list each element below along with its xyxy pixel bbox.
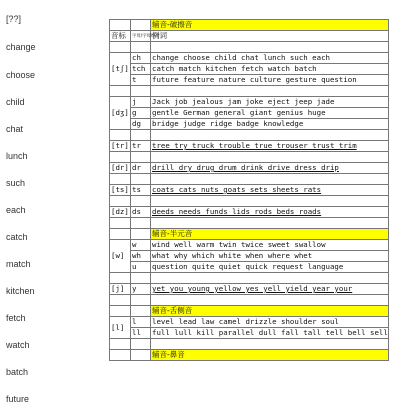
section-title: 辅音-舌侧音 [151,306,389,317]
letter-combination: tr [131,141,151,152]
spacer-cell [151,218,389,229]
example-words: change choose child chat lunch such each [151,53,389,64]
example-words: drill dry drug drum drink drive dress drip [151,163,389,174]
word-list-item[interactable]: change [6,42,36,52]
ipa-symbol: [j] [110,284,131,295]
ipa-symbol: [tʃ] [110,53,131,86]
spacer-cell [151,196,389,207]
word-list-item[interactable]: such [6,178,26,188]
header-letters: 字母/字母组合 [131,31,151,42]
phonics-table [109,19,389,361]
example-words: deeds needs funds lids rods beds roads [151,207,389,218]
phoneme-row [110,64,389,75]
word-list-item[interactable]: catch [6,232,28,242]
title-spacer [131,306,151,317]
word-list-item[interactable]: match [6,259,31,269]
letter-combination: j [131,97,151,108]
example-words: future feature nature culture gesture question [151,75,389,86]
letter-combination: ll [131,328,151,339]
word-list-item[interactable]: each [6,205,26,215]
spacer-cell [110,339,131,350]
spacer-cell [110,130,131,141]
spacer-cell [110,196,131,207]
phoneme-row [110,141,389,152]
title-spacer [110,229,131,240]
spacer-row [110,152,389,163]
spacer-cell [131,218,151,229]
title-spacer [131,229,151,240]
spacer-row [110,339,389,350]
letter-combination: ch [131,53,151,64]
spacer-cell [131,152,151,163]
title-spacer [131,350,151,361]
spacer-cell [131,196,151,207]
example-words: wind well warm twin twice sweet swallow [151,240,389,251]
spacer-cell [151,273,389,284]
letter-combination: t [131,75,151,86]
spacer-cell [151,86,389,97]
letter-combination: u [131,262,151,273]
spacer-row [110,218,389,229]
word-list-item[interactable]: batch [6,367,29,377]
spacer-row [110,196,389,207]
example-words: yet you young yellow yes yell yield year your [151,284,389,295]
title-spacer [110,350,131,361]
header-words: 例词 [151,31,389,42]
section-title-row [110,350,389,361]
title-spacer [131,20,151,31]
spacer-row [110,42,389,53]
phoneme-row [110,207,389,218]
letter-combination: g [131,108,151,119]
spacer-cell [131,339,151,350]
example-words: full lull kill parallel dull fall tall tell bell sell [152,328,388,337]
spacer-cell [151,339,389,350]
ipa-symbol: [dr] [111,163,129,172]
letter-combination: ts [131,185,151,196]
word-list [0,0,100,404]
spacer-row [110,174,389,185]
ipa-symbol: [ts] [111,185,129,194]
spacer-cell [110,42,131,53]
section-title: 辅音-半元音 [151,229,389,240]
phoneme-row [110,284,389,295]
phoneme-row [110,108,389,119]
section-title-row [110,20,389,31]
example-words: coats cats nuts goats sets sheets rats [151,185,389,196]
spacer-cell [131,174,151,185]
phoneme-row [110,240,389,251]
ipa-symbol: [dz] [111,207,129,216]
spacer-cell [110,174,131,185]
word-list-item[interactable]: future [6,394,30,404]
spacer-cell [151,295,389,306]
ipa-symbol: [tr] [111,141,129,150]
example-words: Jack job jealous jam joke eject jeep jade [151,97,389,108]
phoneme-row [110,317,389,328]
header-ipa: 音标 [110,31,131,42]
phoneme-row [110,53,389,64]
title-spacer [110,20,131,31]
spacer-row [110,295,389,306]
spacer-row [110,130,389,141]
spacer-cell [131,295,151,306]
title-spacer [110,306,131,317]
phoneme-row [110,262,389,273]
section-title: 辅音-鼻音 [151,350,389,361]
spacer-cell [131,86,151,97]
letter-combination: dg [131,119,151,130]
word-list-item[interactable]: fetch [6,313,26,323]
word-list-item[interactable]: kitchen [6,286,35,296]
spacer-cell [110,218,131,229]
spacer-cell [151,130,389,141]
letter-combination: wh [131,251,151,262]
example-words: level lead law camel drizzle shoulder soul [151,317,389,328]
spacer-cell [110,152,131,163]
phoneme-row [110,97,389,108]
phoneme-row [110,328,389,339]
letter-combination: dr [131,163,151,174]
phoneme-row [110,75,389,86]
spacer-cell [110,86,131,97]
word-list-item[interactable]: watch [6,340,30,350]
section-title-row [110,306,389,317]
spacer-cell [110,295,131,306]
word-list-item[interactable]: chat [6,124,24,134]
word-list-item[interactable]: child [6,97,25,107]
phoneme-row [110,185,389,196]
spacer-cell [151,42,389,53]
letter-combination: w [131,240,151,251]
spacer-cell [151,152,389,163]
section-title-row [110,229,389,240]
phoneme-row [110,119,389,130]
ipa-symbol: [w] [110,240,131,273]
ipa-symbol: [dʒ] [110,97,131,130]
header-row [110,31,389,42]
spacer-cell [131,42,151,53]
example-words: catch match kitchen fetch watch batch [151,64,389,75]
ipa-symbol: [l] [110,317,131,339]
letter-combination: tch [131,64,151,75]
phoneme-row [110,163,389,174]
spacer-cell [131,273,151,284]
example-words: bridge judge ridge badge knowledge [151,119,389,130]
word-list-item[interactable]: choose [6,70,36,80]
word-list-item: [??] [6,14,22,24]
example-words: tree try truck trouble true trouser trust trim [151,141,389,152]
spacer-cell [131,130,151,141]
example-words: what why which white when where whet [151,251,389,262]
letter-combination: ds [131,207,151,218]
letter-combination: l [131,317,151,328]
example-words: gentle German general giant genius huge [151,108,389,119]
phoneme-row [110,251,389,262]
letter-combination: y [131,284,151,295]
spacer-cell [110,273,131,284]
word-list-item[interactable]: lunch [6,151,28,161]
spacer-row [110,273,389,284]
spacer-cell [151,174,389,185]
example-words: question quite quiet quick request language [151,262,389,273]
section-title: 辅音-破擦音 [151,20,389,31]
spacer-row [110,86,389,97]
